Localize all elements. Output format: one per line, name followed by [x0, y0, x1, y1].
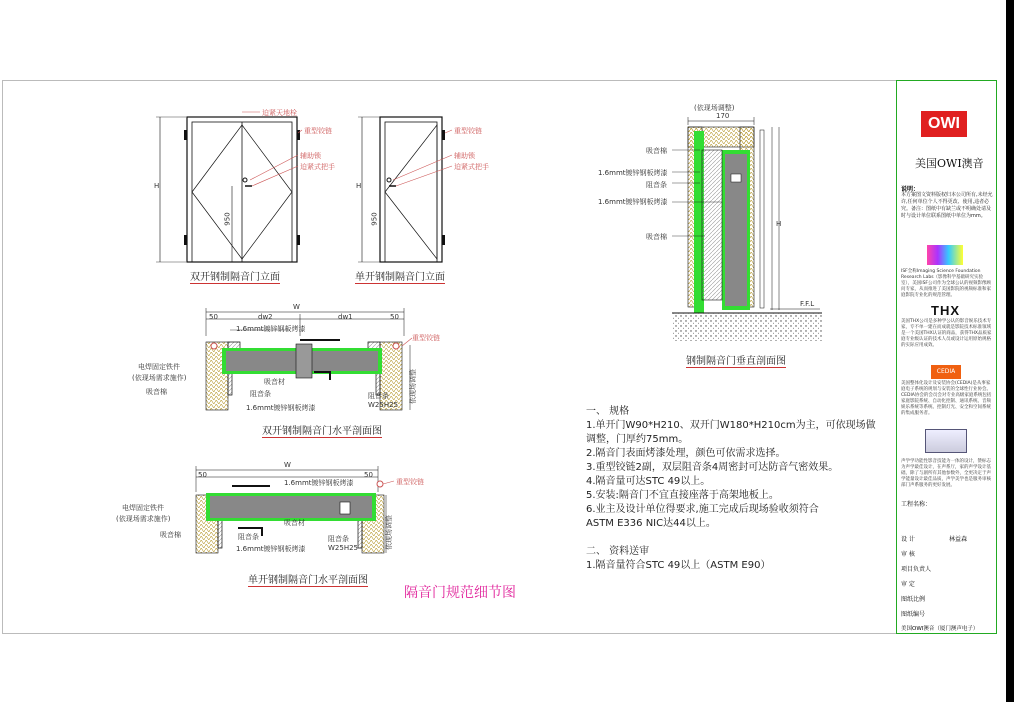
spec-item: 1.单开门W90*H210、双开门W180*H210cm为主，可依现场做: [586, 420, 876, 431]
spec-notes: [586, 405, 896, 573]
caption-single-plan: 单开钢制隔音门水平剖面图: [248, 571, 368, 587]
label-absorb-cotton-vertical-2: 吸音棉: [646, 233, 667, 241]
dim-170: 170: [716, 112, 730, 120]
label-seal-strip-single: 阻音条: [238, 533, 259, 541]
label-aux-lock-single: 辅助锁: [454, 152, 475, 160]
row-label: 审 核: [901, 551, 915, 558]
dim-50-right: 50: [390, 313, 399, 321]
single-door-elevation: [358, 117, 452, 262]
cedia-logo: CEDIA: [931, 365, 961, 379]
label-absorb-cotton: 吸音棉: [146, 388, 167, 396]
label-heavy-hinge-single-plan: 重型铰链: [396, 478, 424, 486]
label-aux-lock: 辅助锁: [300, 152, 321, 160]
dim-h-vertical: H: [776, 220, 782, 228]
label-absorb-material-single: 吸音材: [284, 519, 305, 527]
note-heading: 说明：: [901, 186, 920, 193]
label-absorb-material: 吸音材: [264, 378, 285, 386]
last-logo: [925, 429, 967, 453]
label-per-site-adjust-vertical: (依现场调整): [694, 104, 735, 112]
label-heavy-hinge: 重型铰链: [304, 127, 332, 135]
thx-text: 美国THX公司是多种学公认的影音娱乐技术专家，专不单一建在而成就是影院技术标准领域是一个美国THX认证的商品，获得THX品质家庭专业级认证的技术人员或设计运用原始规格的实际应用成效。: [901, 319, 992, 348]
cedia-text: 美国整体化设计及安装协会(CEDIA)是从事家庭电子系统的规划与安装的全球性行业协会。CEDIA协会的会员会对专业高级家庭系统包括家庭影院系统、自动化控制、通讯系统、音频娱乐系统等系统、控制灯光、安全和空间系统的集成服务者。: [901, 381, 992, 416]
label-absorb-cotton-single: 吸音棉: [160, 531, 181, 539]
label-seal-strip-vertical: 阻音条: [646, 181, 667, 189]
caption-single-elevation: 单开钢制隔音门立面: [355, 268, 445, 284]
main-title: 隔音门规范细节图: [404, 585, 516, 601]
title-block: [896, 80, 997, 634]
row-label: 设 计: [901, 536, 915, 543]
dim-w-single: W: [284, 461, 291, 469]
spec-item: 5.安装:隔音门不宜直接座落于高架地板上。: [586, 490, 779, 501]
label-tight-top-latch: 迫紧天地栓: [262, 109, 297, 117]
dim-h-single: H: [356, 182, 362, 190]
label-seal-strip-right: 阻音条: [368, 392, 389, 400]
label-steel-paint-bottom: 1.6mmt镀锌钢板烤漆: [246, 404, 316, 412]
caption-vertical-section: 钢制隔音门垂直剖面图: [686, 352, 786, 368]
dim-950: 950: [223, 212, 232, 226]
owi-logo: OWI: [921, 111, 967, 137]
row-label: 项目负责人: [901, 566, 932, 573]
label-steel-paint-vertical-2: 1.6mmt镀锌钢板烤漆: [598, 198, 668, 206]
label-tight-handle: 迫紧式把手: [300, 163, 335, 171]
label-per-site-adjust: 依现场调整: [409, 369, 417, 404]
label-steel-paint-single-bottom: 1.6mmt镀锌钢板烤漆: [236, 545, 306, 553]
note-text: 本方案图文资料版权归本公司所有,未经允许,任何单位个人不得更改、使用,违者必究。备注：图纸中有缺兰或不明确处请及时与设计单位联系图纸中单位为mm。: [901, 192, 993, 219]
isf-text: ISF全称Imaging Science Foundation Research Labs（影像科学基础研究实验室），美国ISF公司作为全球公认的视频影像顾问专家，从而推进了美国影院的视频标准和家庭影院专业化的规范管理。: [901, 269, 992, 298]
spec-item: 4.隔音量可达STC 49以上。: [586, 476, 711, 487]
dim-50-left: 50: [209, 313, 218, 321]
label-seal-strip-single-right: 阻音条: [328, 535, 349, 543]
dim-dw2: dw2: [258, 313, 273, 321]
label-per-site: (依现场需求施作): [132, 374, 187, 382]
label-tight-handle-single: 迫紧式把手: [454, 163, 489, 171]
label-steel-paint-top: 1.6mmt镀锌钢板烤漆: [236, 325, 306, 333]
caption-double-elevation: 双开钢制隔音门立面: [190, 268, 280, 284]
spec-heading: 一、 规格: [586, 406, 630, 417]
label-ffl: F.F.L: [800, 300, 815, 308]
spec-item: 2.隔音门表面烤漆处理，颜色可依需求选择。: [586, 448, 786, 459]
data-heading: 二、 资料送审: [586, 546, 650, 557]
label-steel-paint-single-top: 1.6mmt镀锌钢板烤漆: [284, 479, 354, 487]
label-per-site-adjust-single: 依现场调整: [385, 515, 393, 550]
label-heavy-hinge-single: 重型铰链: [454, 127, 482, 135]
data-item: 1.隔音量符合STC 49以上（ASTM E90）: [586, 560, 771, 571]
row-value: 林益森: [949, 536, 968, 543]
footer: 美国OWI澳音（厦门澳声电子）: [901, 626, 979, 632]
dim-950-single: 950: [370, 212, 379, 226]
label-per-site-single: (依现场需求施作): [116, 515, 171, 523]
row-label: 图纸编号: [901, 611, 926, 618]
label-weld-anchor: 电焊固定铁件: [138, 363, 180, 371]
row-label: 审 定: [901, 581, 915, 588]
row-label: 图纸比例: [901, 596, 926, 603]
dim-w: W: [293, 303, 300, 311]
dim-dw1: dw1: [338, 313, 353, 321]
dim-50-single-left: 50: [198, 471, 207, 479]
dim-50-single-right: 50: [364, 471, 373, 479]
double-door-elevation: [156, 112, 302, 262]
dim-h: H: [154, 182, 160, 190]
last-text: 声学学功能性影音技能为一体的设计，赞标志为声学最佳设计，在声系厅，家的声学设计基础，除了与剧所有其他参数外，全更决定于声学能量设计最佳品质，声学美学也是服务审核部门声系服务的更好发展。: [901, 459, 991, 488]
isf-logo: [927, 245, 963, 265]
spec-item: ASTM E336 NIC达44以上。: [586, 518, 716, 529]
spec-item: 6.业主及设计单位得要求,施工完成后现场验收须符合: [586, 504, 819, 515]
label-weld-anchor-single: 电焊固定铁件: [122, 504, 164, 512]
caption-double-plan: 双开钢制隔音门水平剖面图: [262, 422, 382, 438]
spec-item: 调整，门厚约75mm。: [586, 434, 689, 445]
label-seal-strip: 阻音条: [250, 390, 271, 398]
label-w25h25: W25H25: [368, 401, 398, 409]
label-absorb-cotton-vertical: 吸音棉: [646, 147, 667, 155]
company-name: 美国OWI澳音: [915, 157, 984, 170]
project-name: 工程名称：: [901, 501, 932, 508]
spec-item: 3.重型铰链2副，双层阻音条4周密封可达防音气密效果。: [586, 462, 839, 473]
label-w25h25-single: W25H25: [328, 544, 358, 552]
thx-logo: THX: [931, 303, 960, 318]
label-heavy-hinge-plan: 重型铰链: [412, 334, 440, 342]
label-steel-paint-vertical-1: 1.6mmt镀锌钢板烤漆: [598, 169, 668, 177]
